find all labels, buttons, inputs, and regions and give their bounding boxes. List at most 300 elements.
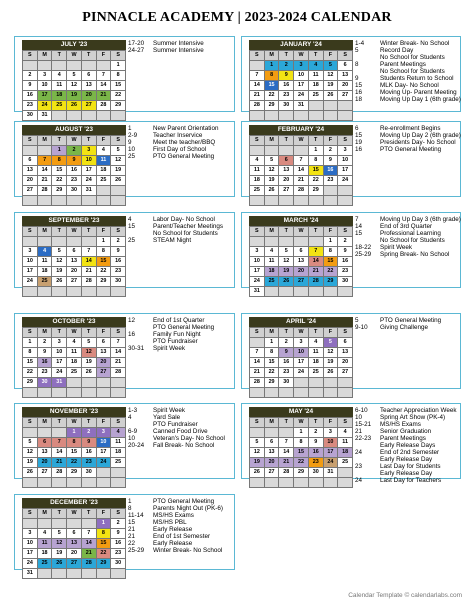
empty-day-cell <box>279 111 294 121</box>
day-cell: 18 <box>52 91 67 101</box>
empty-day-cell <box>324 478 339 488</box>
event-item <box>355 477 458 484</box>
day-cell: 3 <box>294 338 309 348</box>
empty-day-cell <box>82 237 97 247</box>
day-cell: 18 <box>67 358 82 368</box>
event-item <box>355 223 458 230</box>
day-cell: 8 <box>324 247 339 257</box>
day-cell: 13 <box>338 348 353 358</box>
month-name: JULY '23 <box>22 40 126 50</box>
day-cell: 31 <box>52 378 67 388</box>
event-text: No School for Students <box>153 230 218 237</box>
day-cell: 12 <box>82 348 97 358</box>
day-cell: 24 <box>324 458 339 468</box>
day-cell: 29 <box>111 101 126 111</box>
event-item <box>355 54 458 61</box>
day-cell: 20 <box>279 176 294 186</box>
weekday-header: M <box>38 51 53 61</box>
day-cell: 9 <box>111 529 126 539</box>
day-cell: 28 <box>38 186 53 196</box>
event-text: Senior Graduation <box>380 428 432 435</box>
day-cell: 11 <box>250 166 265 176</box>
day-cell: 14 <box>309 257 324 267</box>
month-panel <box>14 36 235 118</box>
event-date: 9 <box>355 75 359 82</box>
event-date: 15-21 <box>355 421 372 428</box>
event-list <box>128 407 232 449</box>
empty-day-cell <box>23 428 38 438</box>
weekday-header: S <box>111 136 126 146</box>
day-cell: 9 <box>111 247 126 257</box>
empty-day-cell <box>67 61 82 71</box>
weekday-header: F <box>324 136 339 146</box>
day-cell: 15 <box>309 166 324 176</box>
day-cell: 15 <box>265 358 280 368</box>
day-grid <box>249 417 353 488</box>
event-date: 10 <box>128 146 136 153</box>
day-cell: 8 <box>23 348 38 358</box>
day-cell: 22 <box>309 176 324 186</box>
event-date: 7 <box>355 216 359 223</box>
empty-day-cell <box>324 196 339 206</box>
event-date: 18 <box>355 96 363 103</box>
event-text: Teacher Inservice <box>153 132 203 139</box>
day-cell: 27 <box>338 368 353 378</box>
day-cell: 21 <box>82 267 97 277</box>
event-date <box>128 324 153 331</box>
event-item <box>128 125 232 132</box>
day-cell: 28 <box>52 468 67 478</box>
empty-day-cell <box>67 569 82 579</box>
empty-day-cell <box>279 478 294 488</box>
event-text: Veteran's Day- No School <box>153 435 225 442</box>
day-cell: 22 <box>67 458 82 468</box>
day-cell: 20 <box>82 91 97 101</box>
day-cell: 21 <box>250 368 265 378</box>
empty-day-cell <box>324 388 339 398</box>
event-date: 15 <box>355 230 363 237</box>
empty-day-cell <box>265 196 280 206</box>
empty-day-cell <box>67 478 82 488</box>
day-cell: 1 <box>265 338 280 348</box>
empty-day-cell <box>52 428 67 438</box>
empty-day-cell <box>97 61 112 71</box>
event-date: 24-27 <box>128 47 145 54</box>
event-date: 22-23 <box>355 435 372 442</box>
event-text: Professional Learning <box>380 230 441 237</box>
empty-day-cell <box>52 287 67 297</box>
day-cell: 24 <box>294 368 309 378</box>
event-list <box>128 125 232 160</box>
day-cell: 6 <box>279 156 294 166</box>
month-name: FEBRUARY '24 <box>249 125 353 135</box>
month-calendar <box>22 317 126 398</box>
empty-day-cell <box>338 388 353 398</box>
weekday-header: M <box>265 136 280 146</box>
empty-day-cell <box>23 146 38 156</box>
empty-day-cell <box>38 478 53 488</box>
day-cell: 9 <box>279 348 294 358</box>
day-cell: 10 <box>82 156 97 166</box>
day-cell: 6 <box>82 71 97 81</box>
empty-day-cell <box>250 111 265 121</box>
empty-day-cell <box>294 388 309 398</box>
day-cell: 30 <box>279 378 294 388</box>
day-cell: 4 <box>309 338 324 348</box>
weekday-header: F <box>97 51 112 61</box>
event-date: 30-31 <box>128 345 145 352</box>
event-date <box>355 470 380 477</box>
day-cell: 6 <box>97 338 112 348</box>
event-item <box>128 345 232 352</box>
month-calendar <box>249 317 353 398</box>
day-cell: 27 <box>23 186 38 196</box>
day-cell: 17 <box>324 448 339 458</box>
event-text: Last Day for Teachers <box>380 477 442 484</box>
event-item <box>128 216 232 223</box>
weekday-header: W <box>294 51 309 61</box>
weekday-header: F <box>97 328 112 338</box>
day-cell: 5 <box>111 146 126 156</box>
day-cell: 10 <box>250 257 265 267</box>
day-cell: 30 <box>279 101 294 111</box>
day-cell: 10 <box>52 348 67 358</box>
weekday-header: S <box>111 509 126 519</box>
event-date: 15 <box>128 519 136 526</box>
event-text: MS/HS Exams <box>153 512 194 519</box>
day-cell: 24 <box>23 277 38 287</box>
empty-day-cell <box>250 478 265 488</box>
month-name: SEPTEMBER '23 <box>22 216 126 226</box>
empty-day-cell <box>52 569 67 579</box>
event-text: Early Release Days <box>380 442 436 449</box>
event-item <box>128 146 232 153</box>
day-cell: 16 <box>38 358 53 368</box>
day-cell: 26 <box>52 277 67 287</box>
weekday-header: M <box>265 328 280 338</box>
day-cell: 12 <box>324 348 339 358</box>
weekday-header: W <box>67 136 82 146</box>
weekday-header: W <box>67 509 82 519</box>
day-cell: 17 <box>250 267 265 277</box>
empty-day-cell <box>23 388 38 398</box>
day-cell: 27 <box>67 559 82 569</box>
event-date: 17-20 <box>128 40 145 47</box>
event-text: MS/HS PBL <box>153 519 187 526</box>
event-item <box>355 463 458 470</box>
day-cell: 15 <box>23 358 38 368</box>
event-item <box>355 89 458 96</box>
event-item <box>128 519 232 526</box>
day-cell: 8 <box>309 156 324 166</box>
event-text: New Parent Orientation <box>153 125 219 132</box>
day-cell: 5 <box>82 338 97 348</box>
empty-day-cell <box>265 287 280 297</box>
day-cell: 19 <box>52 549 67 559</box>
day-cell: 24 <box>23 559 38 569</box>
weekday-header: W <box>294 227 309 237</box>
empty-day-cell <box>111 287 126 297</box>
weekday-header: T <box>52 136 67 146</box>
event-item <box>128 512 232 519</box>
weekday-header: S <box>111 51 126 61</box>
event-date: 21 <box>355 428 363 435</box>
day-cell: 20 <box>38 458 53 468</box>
event-item <box>128 324 232 331</box>
day-cell: 19 <box>250 458 265 468</box>
day-cell: 1 <box>265 61 280 71</box>
day-cell: 1 <box>23 338 38 348</box>
day-cell: 15 <box>111 81 126 91</box>
day-cell: 1 <box>52 146 67 156</box>
day-cell: 17 <box>294 81 309 91</box>
day-cell: 2 <box>309 428 324 438</box>
day-cell: 30 <box>38 378 53 388</box>
day-cell: 26 <box>111 176 126 186</box>
month-name: DECEMBER '23 <box>22 498 126 508</box>
day-cell: 23 <box>279 368 294 378</box>
day-cell: 25 <box>309 91 324 101</box>
event-list <box>355 216 461 258</box>
day-cell: 22 <box>265 91 280 101</box>
event-text: PTO Fundraiser <box>153 421 198 428</box>
event-item <box>355 237 458 244</box>
weekday-header: T <box>309 418 324 428</box>
weekday-header: T <box>52 509 67 519</box>
day-cell: 20 <box>338 81 353 91</box>
day-cell: 11 <box>38 539 53 549</box>
event-text: End of 2nd Semester <box>380 449 440 456</box>
empty-day-cell <box>97 186 112 196</box>
empty-day-cell <box>67 237 82 247</box>
empty-day-cell <box>82 388 97 398</box>
empty-day-cell <box>111 196 126 206</box>
empty-day-cell <box>294 478 309 488</box>
event-date: 20-24 <box>128 442 145 449</box>
day-cell: 17 <box>38 91 53 101</box>
event-text: MLK Day- No School <box>380 82 439 89</box>
day-cell: 24 <box>294 91 309 101</box>
empty-day-cell <box>111 569 126 579</box>
weekday-header: S <box>338 51 353 61</box>
day-cell: 8 <box>67 438 82 448</box>
event-date: 9 <box>128 139 132 146</box>
day-cell: 20 <box>67 267 82 277</box>
event-date: 21 <box>128 526 136 533</box>
event-item <box>355 251 458 258</box>
weekday-header: S <box>338 136 353 146</box>
day-cell: 30 <box>338 277 353 287</box>
day-cell: 28 <box>250 378 265 388</box>
event-list <box>355 40 461 103</box>
event-item <box>128 505 232 512</box>
empty-day-cell <box>23 196 38 206</box>
day-cell: 23 <box>309 458 324 468</box>
month-name: MARCH '24 <box>249 216 353 226</box>
day-cell: 7 <box>250 348 265 358</box>
day-cell: 29 <box>294 468 309 478</box>
day-cell: 8 <box>265 348 280 358</box>
empty-day-cell <box>294 287 309 297</box>
empty-day-cell <box>265 111 280 121</box>
event-item <box>128 421 232 428</box>
empty-day-cell <box>265 388 280 398</box>
empty-day-cell <box>38 388 53 398</box>
event-item <box>355 421 458 428</box>
day-cell: 21 <box>294 176 309 186</box>
event-item <box>355 407 458 414</box>
day-cell: 24 <box>82 176 97 186</box>
empty-day-cell <box>265 237 280 247</box>
day-cell: 29 <box>52 186 67 196</box>
day-cell: 9 <box>23 81 38 91</box>
event-item <box>355 132 461 139</box>
weekday-header: S <box>250 51 265 61</box>
event-text: Parents Night Out (PK-6) <box>153 505 223 512</box>
weekday-header: M <box>38 418 53 428</box>
event-date: 23 <box>355 463 363 470</box>
weekday-header: W <box>67 328 82 338</box>
event-date: 24 <box>355 477 363 484</box>
empty-day-cell <box>38 428 53 438</box>
day-cell: 12 <box>265 166 280 176</box>
day-cell: 23 <box>23 101 38 111</box>
empty-day-cell <box>67 111 82 121</box>
day-cell: 2 <box>38 338 53 348</box>
weekday-header: S <box>23 509 38 519</box>
day-cell: 26 <box>23 468 38 478</box>
event-item <box>355 230 458 237</box>
day-cell: 3 <box>250 247 265 257</box>
event-date: 5 <box>355 47 359 54</box>
day-cell: 13 <box>294 257 309 267</box>
day-cell: 29 <box>97 559 112 569</box>
empty-day-cell <box>67 196 82 206</box>
event-text: Re-enrollment Begins <box>380 125 441 132</box>
empty-day-cell <box>111 468 126 478</box>
day-cell: 9 <box>279 71 294 81</box>
event-text: PTO General Meeting <box>153 324 215 331</box>
day-cell: 31 <box>82 186 97 196</box>
day-cell: 24 <box>97 458 112 468</box>
day-cell: 22 <box>97 267 112 277</box>
event-text: End of 1st Quarter <box>153 317 205 324</box>
day-cell: 18 <box>38 549 53 559</box>
empty-day-cell <box>279 388 294 398</box>
empty-day-cell <box>82 478 97 488</box>
day-cell: 5 <box>324 338 339 348</box>
day-cell: 17 <box>338 166 353 176</box>
day-cell: 4 <box>52 71 67 81</box>
empty-day-cell <box>111 388 126 398</box>
event-text: Early Release <box>153 540 193 547</box>
empty-day-cell <box>250 61 265 71</box>
empty-day-cell <box>338 468 353 478</box>
event-text: Winter Break- No School <box>153 547 223 554</box>
day-cell: 22 <box>324 267 339 277</box>
empty-day-cell <box>82 287 97 297</box>
day-cell: 16 <box>279 81 294 91</box>
event-date: 22 <box>128 540 136 547</box>
day-cell: 9 <box>38 348 53 358</box>
event-date: 8 <box>128 505 132 512</box>
day-cell: 19 <box>67 91 82 101</box>
event-text: Presidents Day- No School <box>380 139 456 146</box>
event-item <box>355 216 461 223</box>
event-text: Teacher Appreciation Week <box>380 407 457 414</box>
day-cell: 11 <box>52 81 67 91</box>
event-date: 4 <box>128 216 132 223</box>
day-cell: 12 <box>250 448 265 458</box>
event-item <box>128 132 232 139</box>
day-cell: 27 <box>97 368 112 378</box>
day-cell: 9 <box>338 247 353 257</box>
event-text: Winter Break- No School <box>380 40 450 47</box>
empty-day-cell <box>23 237 38 247</box>
event-date: 25-29 <box>128 547 145 554</box>
day-cell: 23 <box>67 176 82 186</box>
day-cell: 4 <box>38 247 53 257</box>
empty-day-cell <box>52 478 67 488</box>
event-item <box>355 435 458 442</box>
empty-day-cell <box>38 569 53 579</box>
event-date: 6 <box>355 125 359 132</box>
day-cell: 27 <box>38 468 53 478</box>
empty-day-cell <box>52 237 67 247</box>
day-cell: 27 <box>265 468 280 478</box>
weekday-header: T <box>52 51 67 61</box>
day-cell: 23 <box>111 549 126 559</box>
weekday-header: S <box>111 328 126 338</box>
day-cell: 19 <box>324 358 339 368</box>
day-cell: 30 <box>111 559 126 569</box>
empty-day-cell <box>111 186 126 196</box>
day-cell: 31 <box>294 101 309 111</box>
day-cell: 29 <box>97 277 112 287</box>
day-cell: 14 <box>250 81 265 91</box>
event-item <box>128 407 232 414</box>
day-cell: 13 <box>38 448 53 458</box>
day-cell: 24 <box>52 368 67 378</box>
empty-day-cell <box>38 237 53 247</box>
day-cell: 5 <box>52 247 67 257</box>
weekday-header: S <box>338 328 353 338</box>
day-cell: 5 <box>324 61 339 71</box>
day-cell: 12 <box>324 71 339 81</box>
day-cell: 7 <box>250 71 265 81</box>
event-date: 25 <box>128 237 136 244</box>
empty-day-cell <box>324 101 339 111</box>
event-item <box>128 540 232 547</box>
event-item <box>355 456 458 463</box>
day-cell: 29 <box>23 378 38 388</box>
event-date: 19 <box>355 139 363 146</box>
event-text: Yard Sale <box>153 414 181 421</box>
month-panel <box>241 403 461 484</box>
weekday-header: M <box>265 51 280 61</box>
event-item <box>128 317 232 324</box>
empty-day-cell <box>265 428 280 438</box>
day-cell: 14 <box>82 257 97 267</box>
weekday-header: W <box>67 418 82 428</box>
day-cell: 21 <box>279 458 294 468</box>
day-cell: 26 <box>324 368 339 378</box>
empty-day-cell <box>38 519 53 529</box>
day-cell: 7 <box>38 156 53 166</box>
day-cell: 27 <box>67 277 82 287</box>
day-grid <box>22 226 126 297</box>
weekday-header: S <box>23 418 38 428</box>
